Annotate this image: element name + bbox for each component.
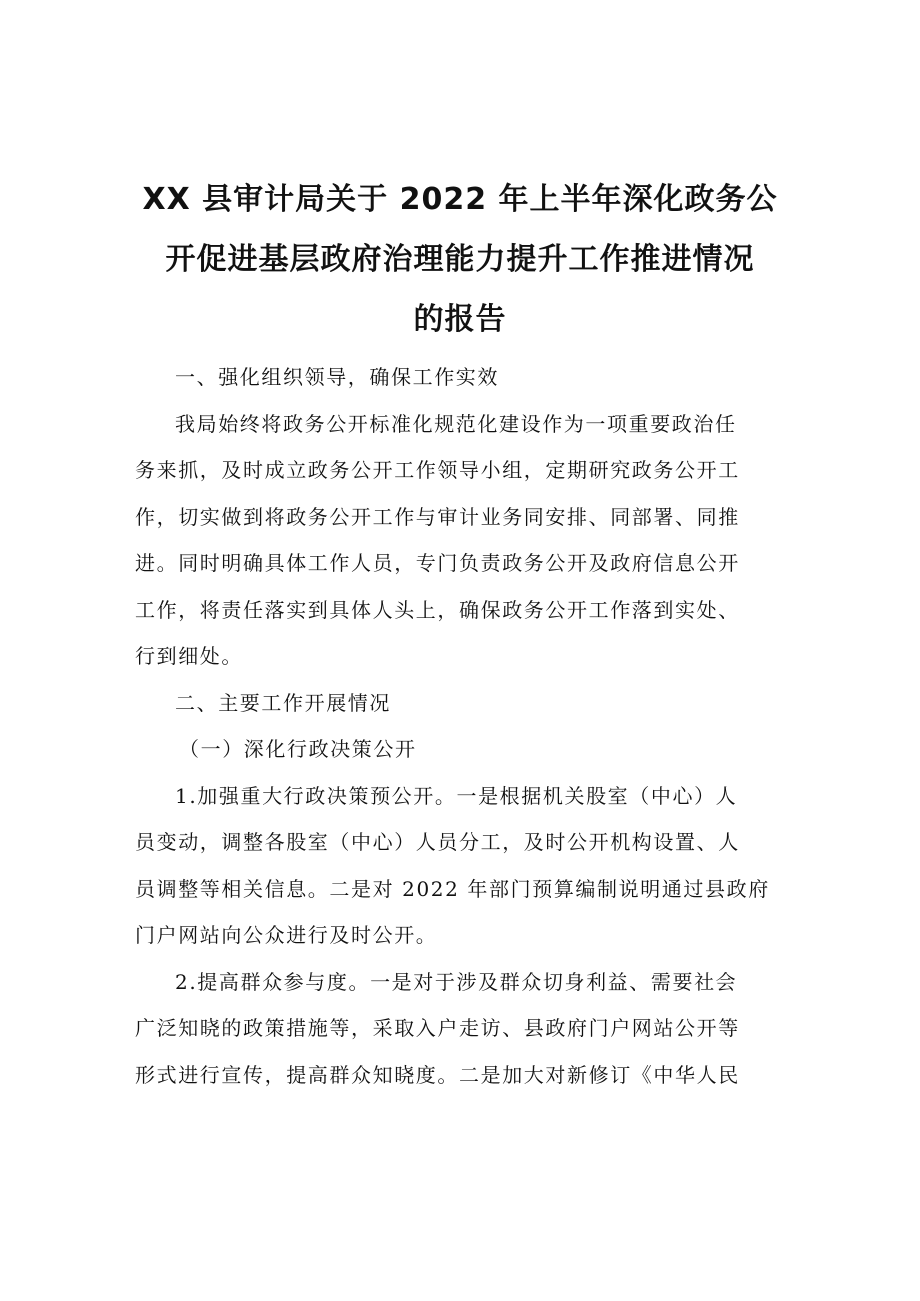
paragraph-line: 作，切实做到将政务公开工作与审计业务同安排、同部署、同推 [135,504,740,529]
section-1-paragraph [135,401,785,680]
section-1-heading: 一、强化组织领导，确保工作实效 [175,365,499,389]
paragraph-line: 我局始终将政务公开标准化规范化建设作为一项重要政治任 [175,411,737,436]
section-2-subheading: （一）深化行政决策公开 [179,737,417,761]
item-1-paragraph [135,773,785,959]
paragraph-line: 广泛知晓的政策措施等，采取入户走访、县政府门户网站公开等 [135,1016,740,1040]
section-2-heading: 二、主要工作开展情况 [175,690,391,715]
paragraph-line: 工作，将责任落实到具体人头上，确保政务公开工作落到实处、 [135,597,740,622]
report-body [135,354,785,1098]
paragraph-line: 2.提高群众参与度。一是对于涉及群众切身利益、需要社会 [175,969,738,994]
paragraph-line: 员变动，调整各股室（中心）人员分工，及时公开机构设置、人 [135,830,740,854]
paragraph-line: 员调整等相关信息。二是对 2022 年部门预算编制说明通过县政府 [135,876,770,901]
paragraph-line: 形式进行宣传，提高群众知晓度。二是加大对新修订《中华人民 [135,1062,740,1087]
paragraph-line: 进。同时明确具体工作人员，专门负责政务公开及政府信息公开 [135,551,740,575]
paragraph-line: 务来抓，及时成立政务公开工作领导小组，定期研究政务公开工 [135,458,740,482]
title-line-2: 开促进基层政府治理能力提升工作推进情况 [165,242,755,277]
paragraph-line: 1.加强重大行政决策预公开。一是根据机关股室（中心）人 [175,783,738,808]
title-line-1: XX 县审计局关于 2022 年上半年深化政务公 [142,182,778,217]
paragraph-line: 行到细处。 [135,644,243,668]
paragraph-line: 门户网站向公众进行及时公开。 [135,923,438,947]
title-line-3: 的报告 [413,302,507,337]
item-2-paragraph [135,959,785,1099]
report-title [120,170,800,350]
